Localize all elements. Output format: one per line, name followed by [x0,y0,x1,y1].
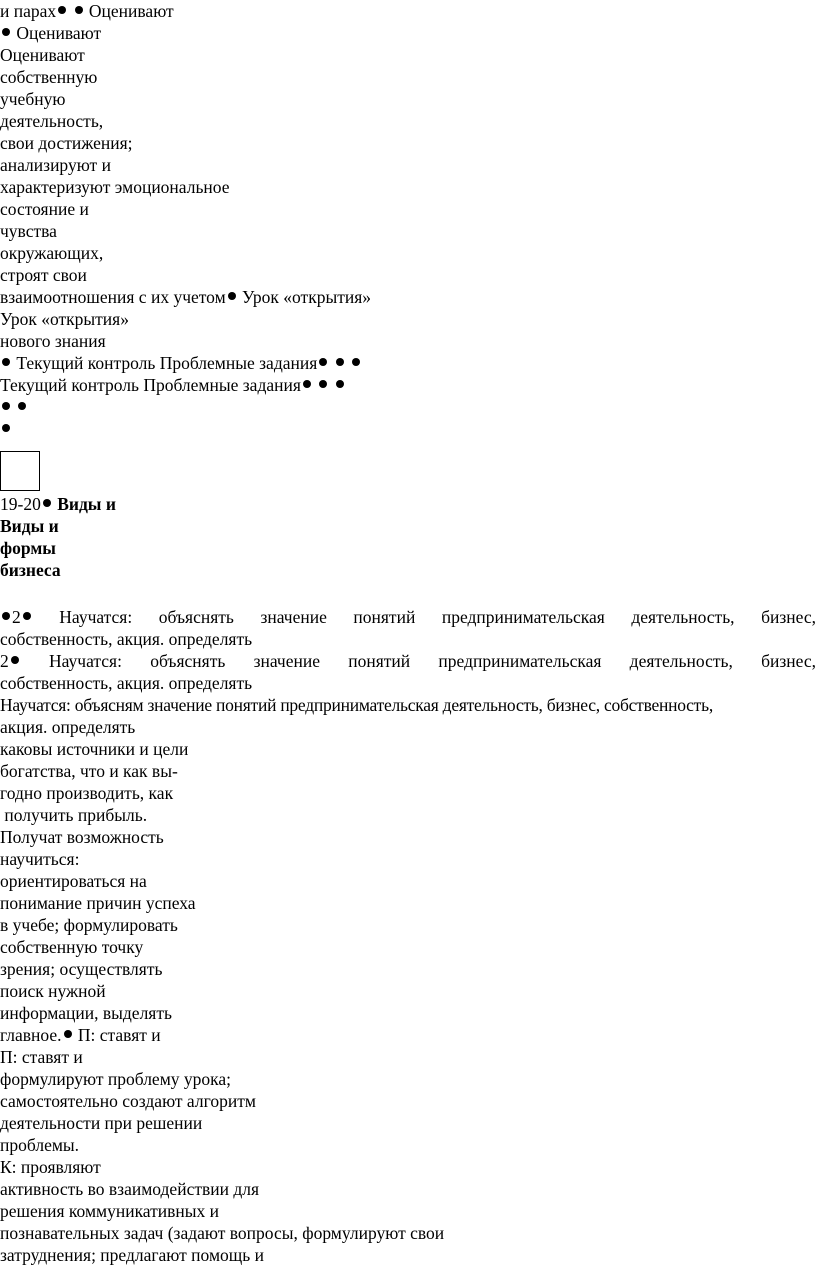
bullet-icon [58,6,66,14]
text-line: собственную точку [0,937,144,957]
bullet-icon [336,358,344,366]
topic-title-line: Виды и [0,516,59,536]
bullet-icon [2,402,10,410]
text-fragment: Текущий контроль Проблемные задания [16,353,318,373]
text-line: в учебе; формулировать [0,915,178,935]
text-line: познавательных задач (задают вопросы, формулируют свои [0,1223,445,1243]
text-line: Получат возможность [0,827,164,847]
bullet-icon [228,292,236,300]
text-line: деятельность, [0,111,104,131]
text-line: самостоятельно создают алгоритм [0,1091,256,1111]
bullet-icon [43,499,51,507]
bullet-icon [23,612,31,620]
text-line [0,650,816,672]
bullet-icon [336,380,344,388]
text-fragment: Научатся: объяснять значение понятий предпринимательская деятельность, бизнес, [49,651,816,671]
text-line: Оценивают [0,45,85,65]
text-line: формулируют проблему урока; [0,1069,232,1089]
text-fragment: 2 [12,607,21,627]
text-line: нового знания [0,331,106,351]
text-line: Урок «открытия» [0,309,129,329]
text-fragment: Оценивают [16,23,102,43]
text-line [0,0,371,22]
text-line: зрения; осуществлять [0,959,163,979]
empty-cell-box [0,451,40,491]
text-line: научиться: [0,849,80,869]
text-fragment: взаимоотношения с их учетом [0,287,226,307]
bullet-icon [319,380,327,388]
text-line [0,1024,816,1046]
text-line: информации, выделять [0,1003,172,1023]
bullet-line [0,418,371,440]
text-line [0,352,371,374]
text-line: активность во взаимодействии для [0,1179,260,1199]
text-line: получить прибыль. [0,805,148,825]
text-line: свои достижения; [0,133,133,153]
bullet-icon [303,380,311,388]
text-line: строят свои [0,265,87,285]
text-fragment: П: ставят и [77,1025,161,1045]
text-line: годно производить, как [0,783,174,803]
bullet-icon [2,358,10,366]
bullet-icon [75,6,83,14]
topic-title-fragment: Виды и [57,494,116,514]
block-evaluation [0,0,371,440]
block-topic-title [0,493,116,581]
bullet-icon [352,358,360,366]
text-fragment: Научатся: объяснять значение понятий предпринимательская деятельность, бизнес, [59,607,816,627]
bullet-icon [2,28,10,36]
text-line: П: ставят и [0,1047,83,1067]
text-line: деятельности при решении [0,1113,203,1133]
text-line: акция. определять [0,717,136,737]
text-line [0,22,371,44]
text-line: чувства [0,221,57,241]
text-line: собственность, акция. определять [0,629,253,649]
text-line: богатства, что и как вы- [0,761,178,781]
text-line: собственность, акция. определять [0,673,253,693]
block-outcomes [0,606,816,1266]
text-line: понимание причин успеха [0,893,196,913]
text-line: состояние и [0,199,89,219]
topic-title-line: бизнеса [0,560,61,580]
text-fragment: Урок «открытия» [242,287,372,307]
text-line: учебную [0,89,66,109]
text-line [0,374,371,396]
text-fragment: Оценивают [88,1,174,21]
text-line: ориентироваться на [0,871,147,891]
text-line: К: проявляют [0,1157,101,1177]
bullet-icon [64,1030,72,1038]
text-line: каковы источники и цели [0,739,189,759]
text-line: решения коммуникативных и [0,1201,220,1221]
topic-title-line: формы [0,538,56,558]
bullet-icon [11,656,19,664]
text-fragment: и парах [0,1,57,21]
text-line: проблемы. [0,1135,80,1155]
text-fragment: Текущий контроль Проблемные задания [0,375,301,395]
bullet-icon [18,402,26,410]
bullet-icon [2,424,10,432]
text-line: окружающих, [0,243,104,263]
text-fragment: главное. [0,1025,62,1045]
bullet-line [0,396,371,418]
lesson-number: 19-20 [0,494,41,514]
bullet-icon [319,358,327,366]
text-line: затруднения; предлагают помощь и [0,1245,264,1265]
text-line: поиск нужной [0,981,106,1001]
text-line: анализируют и [0,155,111,175]
bullet-icon [2,612,10,620]
text-fragment: 2 [0,651,9,671]
text-line: Научатся: объясням значение понятий предпринимательская деятельность, бизнес, собственность, [0,695,713,715]
text-line: характеризуют эмоциональное [0,177,230,197]
text-line: собственную [0,67,98,87]
text-line [0,286,371,308]
topic-heading-line [0,493,116,515]
text-line [0,606,816,628]
